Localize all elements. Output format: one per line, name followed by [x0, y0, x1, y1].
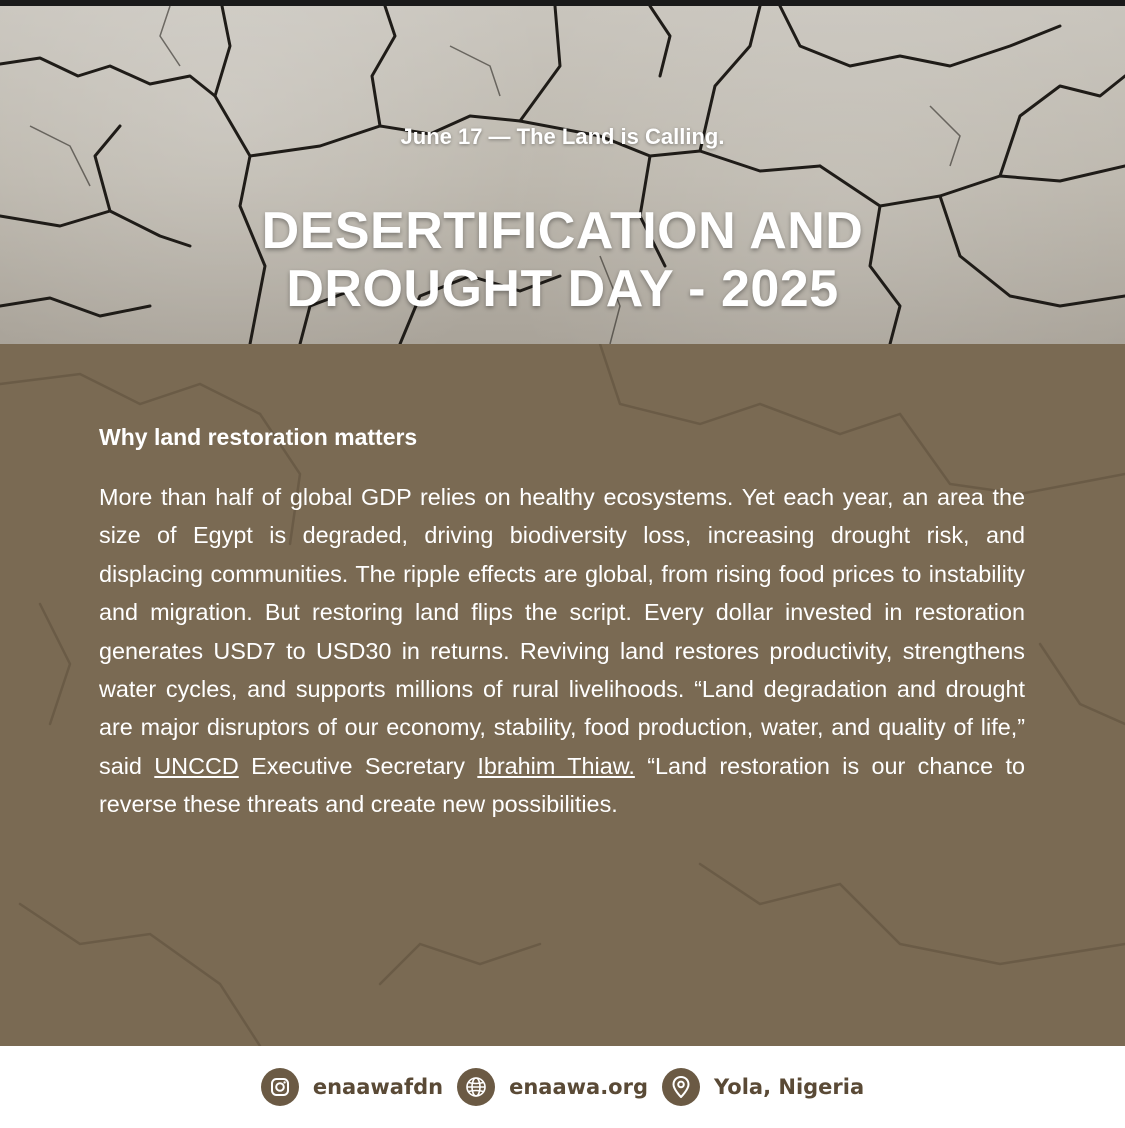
footer: [0, 1046, 1125, 1128]
location-pin-icon: [662, 1068, 700, 1106]
ibrahim-thiaw-link[interactable]: Ibrahim Thiaw.: [477, 752, 635, 779]
content-panel: [0, 344, 1125, 1046]
paragraph-text-2: Executive Secretary: [238, 752, 478, 779]
location-text: Yola, Nigeria: [714, 1075, 865, 1099]
title-line-1: DESERTIFICATION AND: [261, 202, 864, 260]
page-title: [0, 202, 1125, 318]
location-contact: [662, 1068, 864, 1106]
instagram-handle: enaawafdn: [312, 1075, 444, 1099]
hero-banner: [0, 6, 1125, 344]
title-line-2: DROUGHT DAY - 2025: [286, 260, 839, 318]
hero-subtitle: June 17 — The Land is Calling.: [400, 124, 725, 149]
paragraph-text-3: “Land restoration is our chance to reverse these threats and create new possibilities.: [99, 752, 1025, 818]
website-url: enaawa.org: [509, 1075, 648, 1099]
instagram-contact[interactable]: [261, 1068, 443, 1106]
section-heading: Why land restoration matters: [99, 424, 418, 450]
website-contact[interactable]: [457, 1068, 648, 1106]
globe-icon: [457, 1068, 495, 1106]
body-paragraph: [99, 478, 1025, 824]
paragraph-text-1: More than half of global GDP relies on healthy ecosystems. Yet each year, an area the size of Egypt is degraded, driving biodiversity loss, increasing drought risk, and displacing communities. The ripple effects are global, from rising food prices to instability and migration. But restoring land flips the script. Every dollar invested in restoration generates USD7 to USD30 in returns. Reviving land restores productivity, strengthens water cycles, and supports millions of rural livelihoods. “Land degradation and drought are major disruptors of our economy, stability, food production, water, and quality of life,” said: [99, 484, 1025, 779]
unccd-link[interactable]: UNCCD: [154, 752, 239, 779]
instagram-icon: [261, 1068, 299, 1106]
